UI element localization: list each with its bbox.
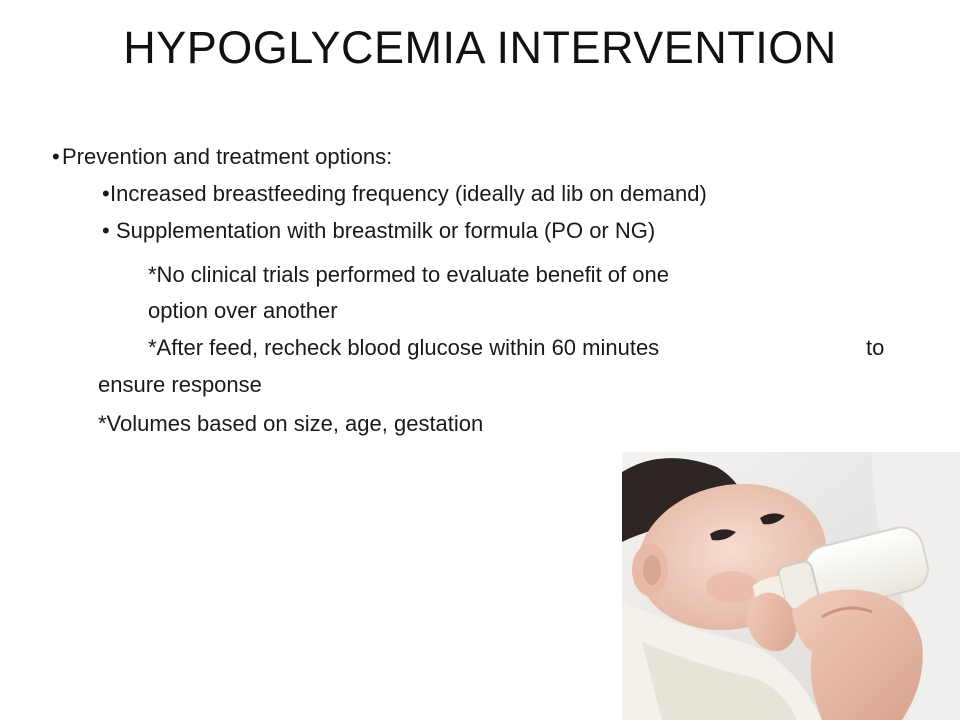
note-line: option over another — [148, 298, 338, 323]
bullet-text: Increased breastfeeding frequency (ideally ad lib on demand) — [110, 181, 707, 206]
bullet-glyph: • — [52, 144, 60, 169]
note-line-fragment: to — [866, 335, 885, 360]
bullet-text: Prevention and treatment options: — [62, 144, 393, 169]
note-line: *No clinical trials performed to evaluate benefit of one — [148, 262, 669, 287]
bullet-text: Supplementation with breastmilk or formula (PO or NG) — [116, 218, 656, 243]
sub-bullet-item — [102, 175, 707, 212]
note-line: ensure response — [98, 372, 262, 397]
note-line: *After feed, recheck blood glucose within 60 minutes — [148, 335, 660, 360]
bullet-item — [52, 138, 392, 175]
note-line: *Volumes based on size, age, gestation — [98, 411, 484, 436]
bullet-glyph: • — [102, 181, 110, 206]
bullet-glyph: • — [102, 218, 110, 243]
baby-bottle-feeding-photo — [622, 452, 960, 720]
slide-title: HYPOGLYCEMIA INTERVENTION — [123, 22, 837, 73]
sub-bullet-item — [102, 212, 655, 249]
